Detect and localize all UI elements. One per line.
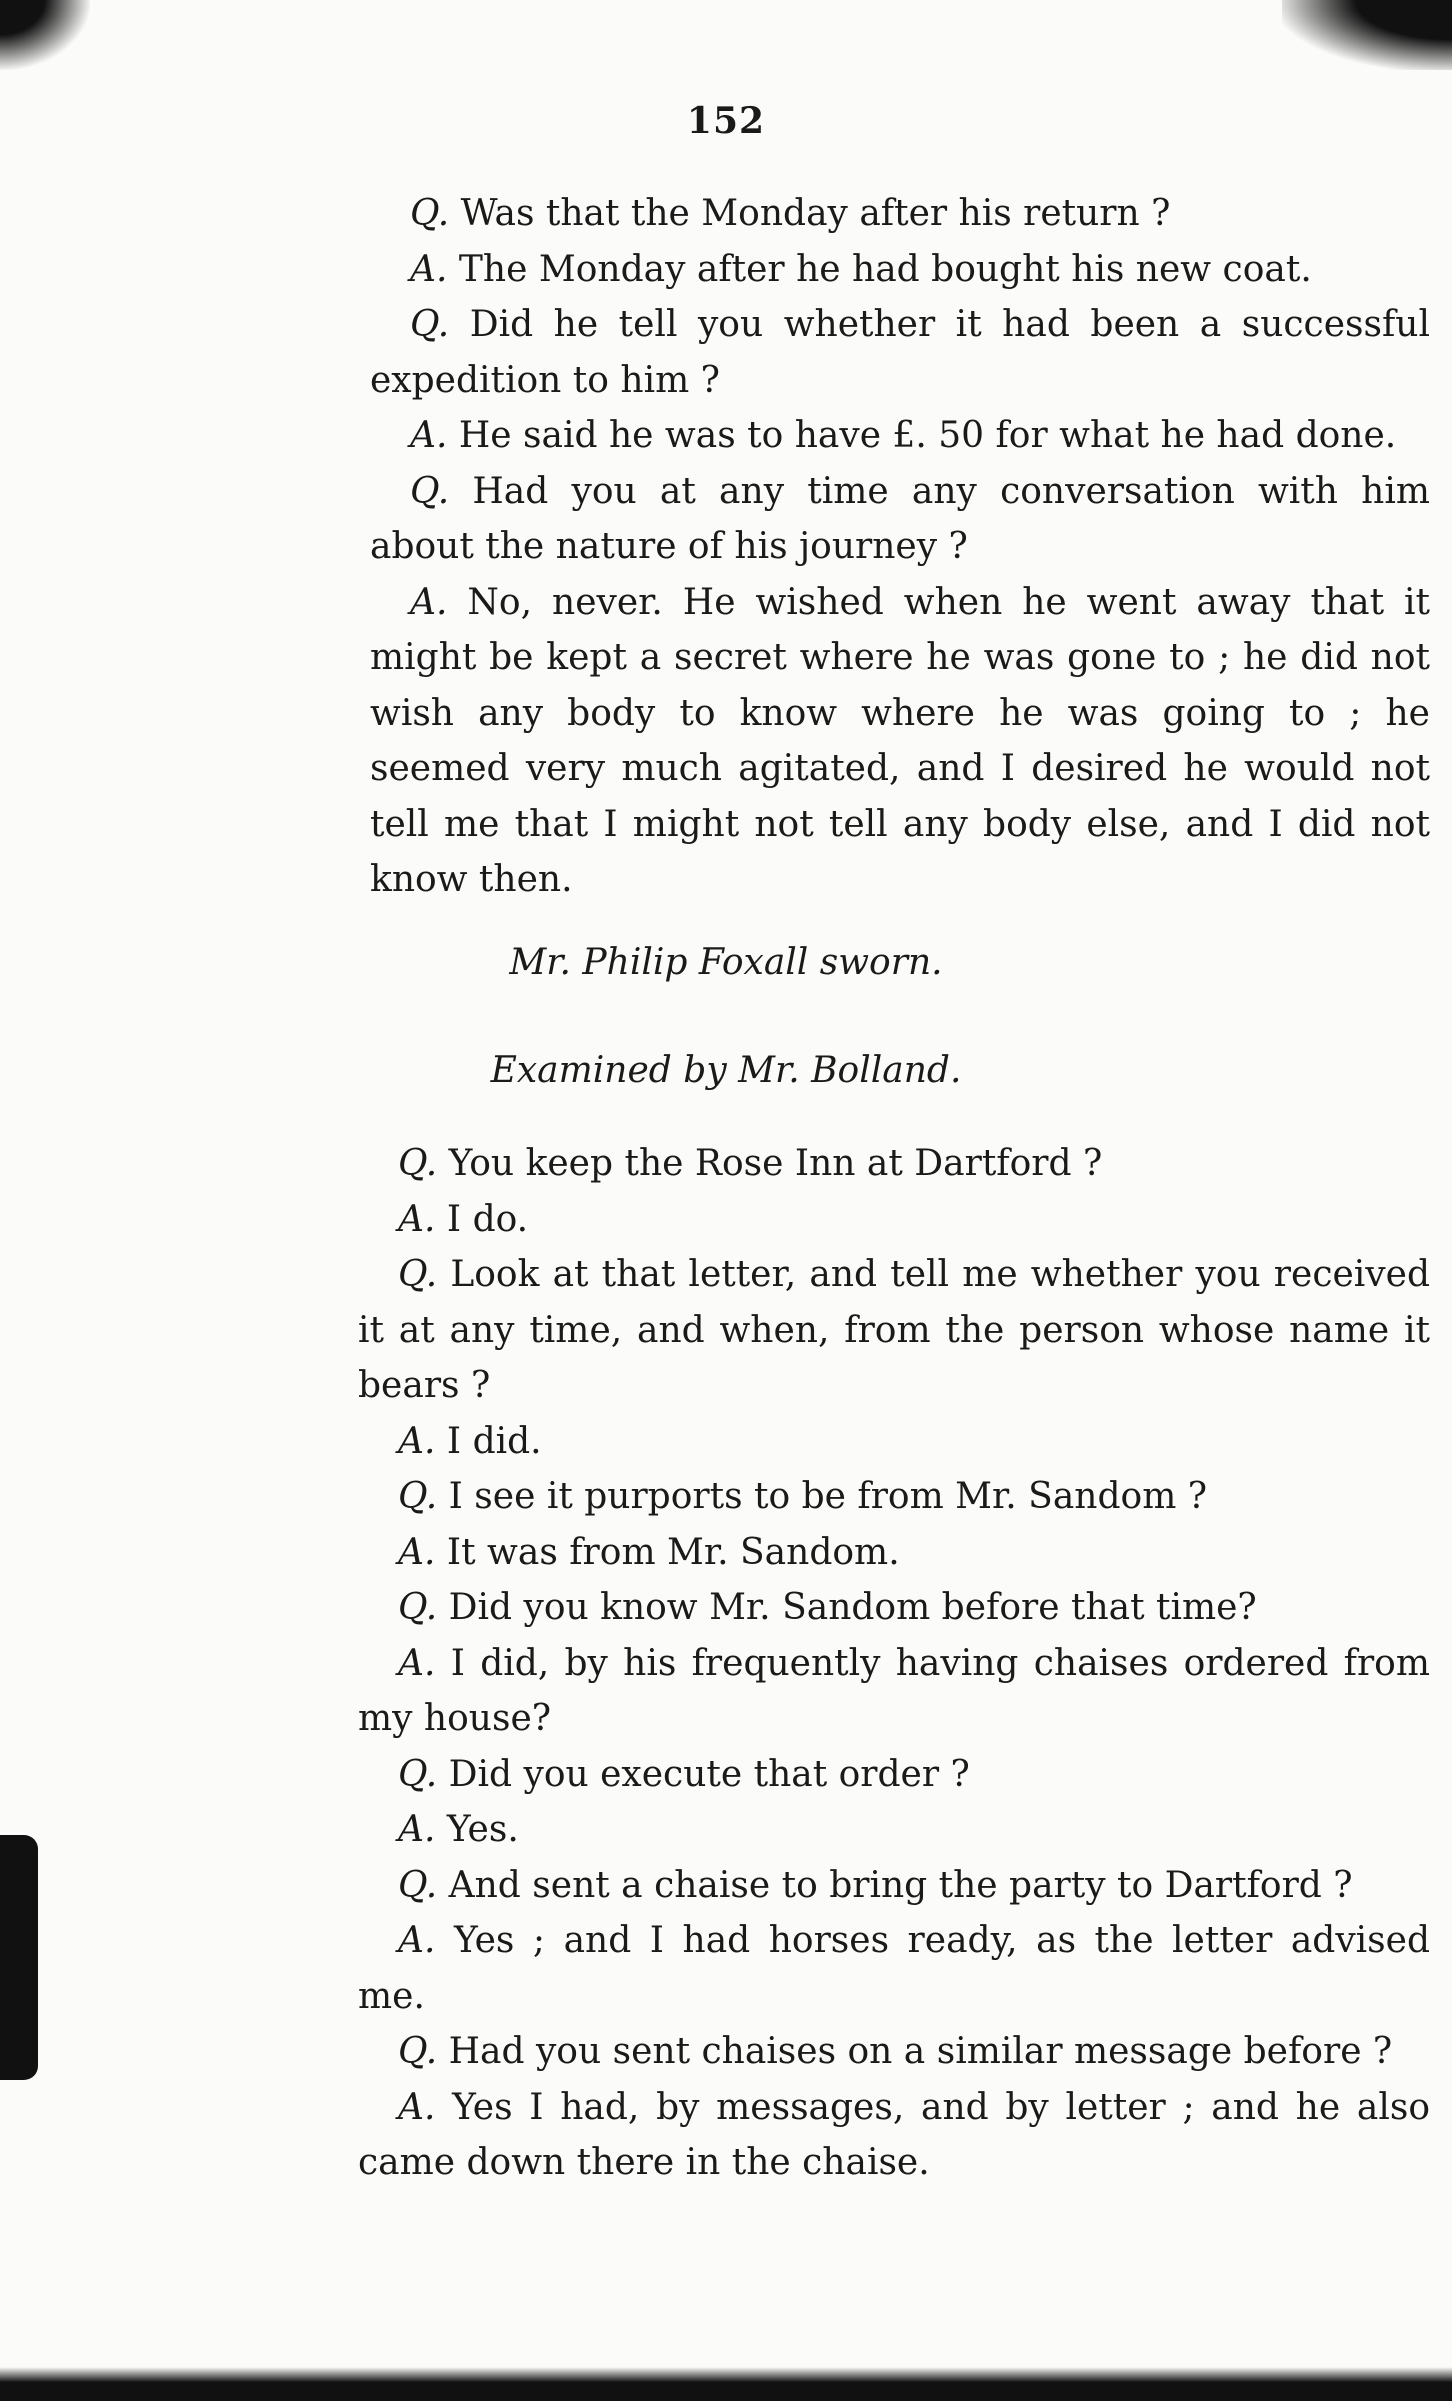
question-line	[358, 1580, 1430, 1636]
testimony-block	[358, 1136, 1430, 2191]
speaker-label: A.	[398, 1920, 436, 1961]
answer-line	[370, 408, 1430, 464]
scan-blot	[1282, 0, 1452, 70]
testimony-text: The Monday after he had bought his new coat.	[458, 248, 1312, 290]
answer-line	[358, 1636, 1430, 1747]
testimony-text: And sent a chaise to bring the party to Dartford ?	[448, 1864, 1353, 1906]
speaker-label: Q.	[410, 304, 450, 345]
testimony-text: Had you at any time any conversation with him about the nature of his journey ?	[370, 470, 1430, 567]
speaker-label: Q.	[410, 193, 450, 234]
testimony-text: Did you know Mr. Sandom before that time?	[448, 1587, 1257, 1628]
testimony-text: No, never. He wished when he went away that it might be kept a secret where he was gone to ; he did not wish any body to know where he was going to ; he seemed very much agitated, and I desired he would not tell me that I might not tell any body else, and I did not know then.	[370, 581, 1430, 900]
question-line	[358, 1469, 1430, 1525]
speaker-label: A.	[398, 1198, 436, 1240]
scan-edge	[0, 2367, 1452, 2401]
speaker-label: Q.	[398, 1254, 438, 1295]
speaker-label: A.	[398, 1809, 436, 1850]
testimony-block	[370, 186, 1430, 908]
speaker-label: A.	[410, 581, 448, 623]
testimony-text: Yes ; and I had horses ready, as the letter advised me.	[358, 1920, 1430, 2017]
question-line	[358, 2024, 1430, 2080]
question-line	[358, 1136, 1430, 1192]
speaker-label: Q.	[398, 2031, 438, 2072]
testimony-text: I did.	[446, 1420, 542, 1462]
speaker-label: A.	[410, 248, 448, 290]
answer-line	[358, 1414, 1430, 1470]
speaker-label: Q.	[398, 1864, 438, 1906]
question-line	[358, 1747, 1430, 1803]
speaker-label: Q.	[398, 1143, 438, 1184]
testimony-text: I do.	[446, 1198, 529, 1240]
answer-line	[370, 242, 1430, 298]
examiner-heading: Examined by Mr. Bolland.	[490, 1050, 962, 1091]
question-line	[370, 297, 1430, 408]
scan-blot	[0, 0, 90, 70]
question-line	[370, 186, 1430, 242]
testimony-text: Had you sent chaises on a similar message before ?	[448, 2031, 1393, 2072]
scan-blot	[0, 1835, 38, 2080]
testimony-text: Was that the Monday after his return ?	[460, 193, 1171, 234]
testimony-text: It was from Mr. Sandom.	[446, 1531, 900, 1573]
answer-line	[358, 1802, 1430, 1858]
speaker-label: A.	[398, 2086, 436, 2128]
speaker-label: Q.	[398, 1476, 438, 1517]
witness-heading: Mr. Philip Foxall sworn.	[509, 942, 943, 983]
speaker-label: Q.	[398, 1587, 438, 1628]
testimony-text: I see it purports to be from Mr. Sandom ?	[448, 1476, 1208, 1517]
speaker-label: A.	[398, 1642, 436, 1684]
testimony-text: I did, by his frequently having chaises ordered from my house?	[358, 1642, 1430, 1739]
question-line	[358, 1858, 1430, 1914]
testimony-text: Yes I had, by messages, and by letter ; and he also came down there in the chaise.	[358, 2086, 1430, 2183]
speaker-label: A.	[398, 1531, 436, 1573]
speaker-label: A.	[398, 1420, 436, 1462]
testimony-text: Yes.	[446, 1809, 519, 1850]
testimony-text: Did he tell you whether it had been a successful expedition to him ?	[370, 304, 1430, 401]
speaker-label: A.	[410, 415, 448, 456]
testimony-text: You keep the Rose Inn at Dartford ?	[448, 1143, 1103, 1184]
testimony-text: Did you execute that order ?	[448, 1753, 970, 1795]
answer-line	[358, 1192, 1430, 1248]
answer-line	[358, 2080, 1430, 2191]
speaker-label: Q.	[410, 470, 450, 512]
question-line	[358, 1247, 1430, 1414]
testimony-text: He said he was to have £. 50 for what he had done.	[458, 415, 1397, 456]
answer-line	[358, 1913, 1430, 2024]
question-line	[370, 464, 1430, 575]
testimony-text: Look at that letter, and tell me whether you received it at any time, and when, from the person whose name it bears ?	[358, 1254, 1430, 1406]
answer-line	[358, 1525, 1430, 1581]
answer-line	[370, 575, 1430, 908]
speaker-label: Q.	[398, 1753, 438, 1795]
page-number: 152	[686, 100, 766, 142]
